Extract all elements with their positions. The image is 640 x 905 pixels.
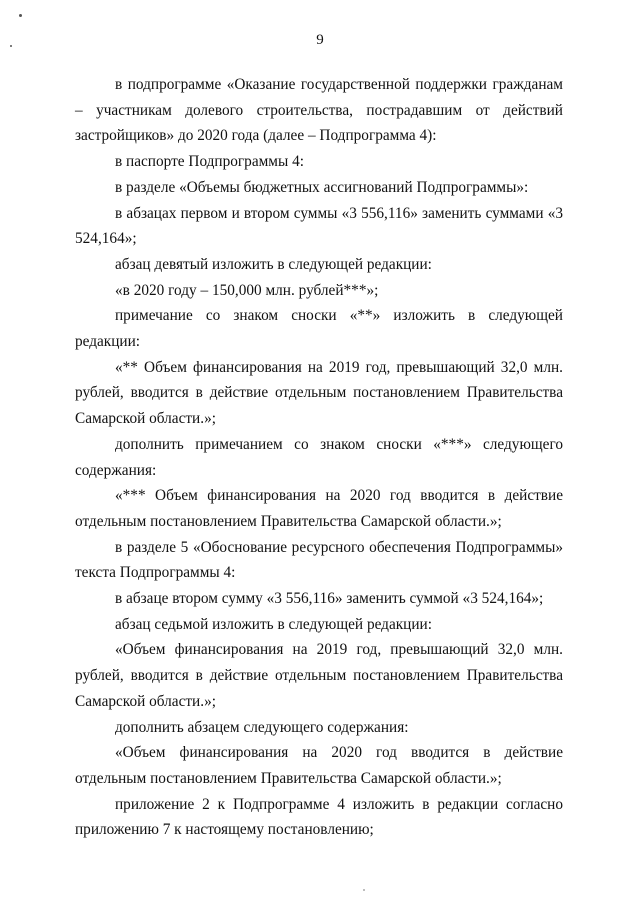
paragraph: «Объем финансирования на 2020 год вводится в действие отдельным постановлением Правительства Самарской области.»; — [75, 744, 563, 787]
paragraph: приложение 2 к Подпрограмме 4 изложить в редакции согласно приложению 7 к настоящему постановлению; — [75, 795, 563, 839]
paragraph: в подпрограмме «Оказание государственной поддержки гражданам – участникам долевого строительства, пострадавшим от действий застройщиков» до 2020 года (далее – Подпрограмма 4): — [75, 76, 563, 145]
paragraph: «Объем финансирования на 2019 год, превышающий 32,0 млн. рублей, вводится в действие отдельным постановлением Правительства Самарской области.»; — [75, 641, 563, 710]
paragraph: дополнить примечанием со знаком сноски «***» следующего содержания: — [75, 435, 563, 479]
paragraph: в разделе «Объемы бюджетных ассигнований Подпрограммы»: — [115, 178, 529, 196]
paragraph: «в 2020 году – 150,000 млн. рублей***»; — [115, 281, 379, 299]
paragraph: абзац девятый изложить в следующей редакции: — [115, 255, 432, 273]
paragraph: дополнить абзацем следующего содержания: — [115, 718, 409, 736]
paragraph: примечание со знаком сноски «**» изложить в следующей редакции: — [75, 307, 563, 351]
scan-speck — [363, 889, 365, 891]
paragraph: в паспорте Подпрограммы 4: — [115, 153, 304, 171]
paragraph: «*** Объем финансирования на 2020 год вводится в действие отдельным постановлением Правительства Самарской области.»; — [75, 487, 563, 530]
paragraph: «** Объем финансирования на 2019 год, превышающий 32,0 млн. рублей, вводится в действие отдельным постановлением Правительства Самарской области.»; — [75, 358, 563, 428]
scan-speck — [19, 14, 22, 17]
paragraph: в разделе 5 «Обоснование ресурсного обеспечения Подпрограммы» текста Подпрограммы 4: — [75, 538, 563, 582]
paragraph: в абзацах первом и втором суммы «3 556,116» заменить суммами «3 524,164»; — [75, 204, 563, 248]
page-number: 9 — [316, 32, 324, 48]
paragraph: в абзаце втором сумму «3 556,116» заменить суммой «3 524,164»; — [115, 590, 544, 608]
paragraph: абзац седьмой изложить в следующей редакции: — [115, 615, 432, 633]
document-body — [75, 72, 563, 843]
